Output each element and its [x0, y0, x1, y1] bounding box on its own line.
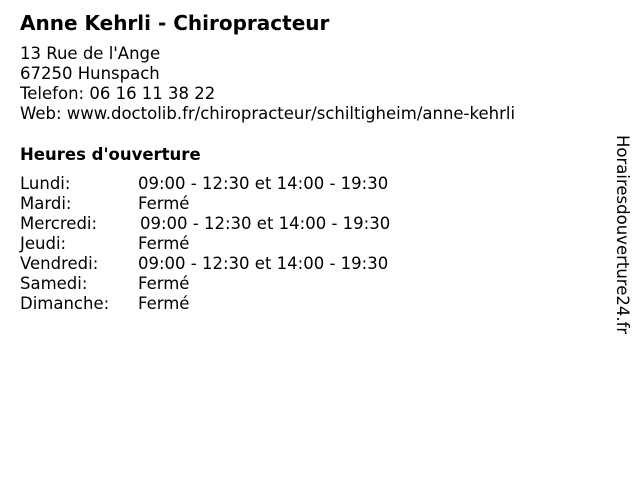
hours-value: Fermé [138, 294, 190, 313]
business-title: Anne Kehrli - Chiropracteur [20, 11, 330, 35]
hours-value: Fermé [138, 274, 190, 293]
hours-value: Fermé [138, 194, 190, 213]
hours-day: Lundi: [20, 174, 71, 193]
hours-value: Fermé [138, 234, 190, 253]
hours-day: Mercredi: [20, 214, 98, 233]
hours-day: Dimanche: [20, 294, 110, 313]
contact-block [20, 44, 515, 124]
site-watermark: Horairesdouverture24.fr [613, 135, 632, 335]
hours-day: Vendredi: [20, 254, 99, 273]
phone-number: Telefon: 06 16 11 38 22 [20, 84, 216, 103]
hours-heading: Heures d'ouverture [20, 145, 201, 164]
hours-day: Mardi: [20, 194, 72, 213]
website-link[interactable]: Web: www.doctolib.fr/chiropracteur/schiltigheim/anne-kehrli [20, 104, 516, 123]
address-line-2: 67250 Hunspach [20, 64, 160, 83]
hours-day: Jeudi: [20, 234, 67, 253]
hours-day: Samedi: [20, 274, 88, 293]
address-line-1: 13 Rue de l'Ange [20, 44, 161, 63]
hours-value: 09:00 - 12:30 et 14:00 - 19:30 [140, 214, 391, 233]
hours-value: 09:00 - 12:30 et 14:00 - 19:30 [138, 254, 389, 273]
hours-value: 09:00 - 12:30 et 14:00 - 19:30 [138, 174, 389, 193]
